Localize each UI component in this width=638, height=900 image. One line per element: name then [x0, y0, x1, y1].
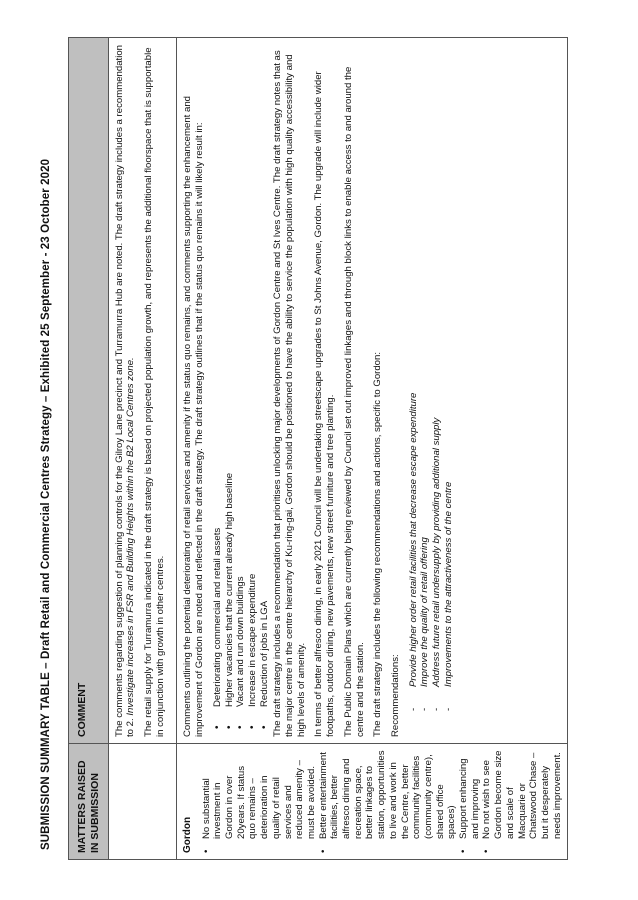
comment-text: The comments regarding suggestion of planning controls for the Gilroy Lane precinct and Turramurra Hub are noted. The draft strategy includes a recommendation to 2. [113, 44, 137, 737]
list-item: • No substantial investment in Gordon in over 20years. If status quo remains – deterioration in quality of retail services and reduced amenity – must be avoided. [201, 750, 318, 839]
list-item: - Improve the quality of retail offering [419, 44, 431, 697]
matters-list [201, 750, 564, 853]
location-name: Gordon [182, 816, 194, 853]
list-item: • Better entertainment facilities, better alfresco dining and recreation space, better linkages to station, opportunities to live and work in the Centre, better community facilities (community centre), shared office spaces) [318, 750, 458, 839]
list-item: • Reduction of jobs in LGA [259, 44, 271, 715]
recommendations-list [408, 44, 455, 737]
comment-paragraph [114, 44, 137, 737]
comment-paragraph: Comments outlining the potential deteriorating of retail services and amenity if the status quo remains, and comments supporting the enhancement and improvement of Gordon are noted and reflected in the draft strategy. The draft strategy outlines that if the status quo remains it will likely result in: [182, 95, 206, 737]
comment-paragraph: The retail supply for Turramurra indicated in the draft strategy is based on projected population growth, and represents the additional floorspace that is supportable in conjunction with growth in other centres. [143, 47, 166, 737]
comment-cell [177, 38, 568, 744]
comment-paragraph: In terms of better alfresco dining, in early 2021 Council will be undertaking streetscape upgrades to St Johns Avenue, Gordon. The upgrade will include wider footpaths, outdoor dining, new pavements, new street furniture and tree planting. [313, 71, 337, 737]
list-item: • Increase in escape expenditure [247, 44, 259, 715]
table-header-row [69, 38, 109, 860]
list-item: - Address future retail undersupply by providing additional supply [431, 44, 443, 697]
matters-cell [177, 744, 568, 860]
comment-paragraph: The Public Domain Plans which are currently being reviewed by Council set out improved linkages and through block links to enable access to and around the centre and the station. [342, 66, 366, 737]
submission-summary-table [68, 37, 568, 860]
page-title: SUBMISSION SUMMARY TABLE – Draft Retail and Commercial Centres Strategy – Exhibited 25 September - 23 October 2020 [40, 158, 52, 850]
list-item: • Support enhancing and improving [458, 750, 481, 839]
comment-paragraph: The draft strategy includes a recommendation that prioritises unlocking major developments of Gordon Centre and St Ives Centre. The draft strategy notes that as the major centre in the centre hierarchy of Ku-ring-gai, Gordon should be positioned to have the ability to service the population with high quality accessibility and high levels of amenity. [272, 50, 307, 737]
list-item: • No not wish to see Gordon become size and scale of Macquarie or Chatswood Chase – but it desperately needs improvement. [481, 750, 563, 839]
recommendation-italic-text: Investigate increases in FSR and Building Heights within the B2 Local Centres zone. [125, 357, 137, 716]
list-item: - Improvements to the attractiveness of the centre [443, 44, 455, 697]
table-row [108, 38, 177, 860]
comment-column-header: COMMENT [69, 38, 109, 744]
list-item: • Vacant and run down buildings [235, 44, 247, 715]
comment-cell [108, 38, 177, 744]
comment-paragraph: The draft strategy includes the following recommendations and actions, specific to Gordon: [372, 351, 384, 737]
list-item: • Deteriorating commercial and retail assets [212, 44, 224, 715]
list-item: - Provide higher order retail facilities that decrease escape expenditure [408, 44, 420, 697]
matters-cell-empty [108, 744, 177, 860]
table-row [177, 38, 568, 860]
matters-column-header: MATTERS RAISED IN SUBMISSION [69, 744, 109, 860]
outcomes-list [212, 44, 271, 737]
recommendations-heading: Recommendations: [389, 654, 401, 737]
list-item: • Higher vacancies that the current already high baseline [224, 44, 236, 715]
